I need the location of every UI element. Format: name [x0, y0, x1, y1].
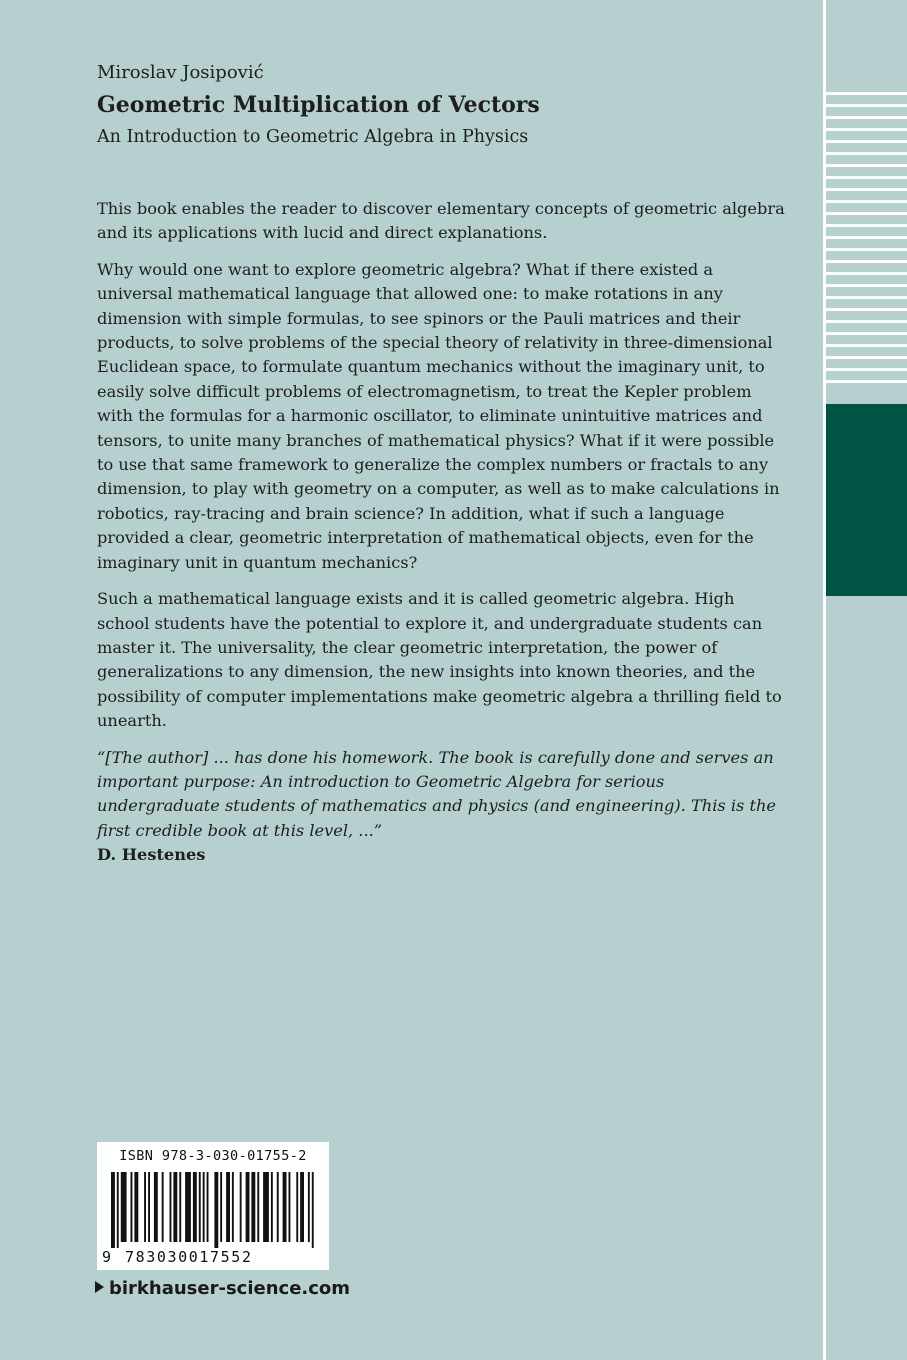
stripe — [826, 104, 907, 107]
stripe — [826, 284, 907, 287]
arrow-right-icon — [95, 1281, 104, 1293]
barcode-bar — [277, 1172, 279, 1242]
barcode-bar — [207, 1172, 209, 1242]
barcode-bar — [148, 1172, 150, 1242]
blurb-paragraph-1: This book enables the reader to discover elementary concepts of geometric algebra and its applications with lucid and direct explanations. — [97, 199, 785, 243]
stripe — [826, 212, 907, 215]
barcode-bar — [179, 1172, 181, 1242]
barcode-bar — [271, 1172, 273, 1242]
barcode-bar — [312, 1172, 314, 1248]
stripe — [826, 176, 907, 179]
website-text: birkhauser-science.com — [109, 1278, 351, 1299]
stripe — [826, 152, 907, 155]
isbn-text: ISBN 978-3-030-01755-2 — [119, 1148, 307, 1164]
barcode-bar — [308, 1172, 310, 1242]
stripe — [826, 236, 907, 239]
blurb — [97, 197, 787, 880]
barcode-bar — [283, 1172, 287, 1242]
ean-first-digit: 9 — [102, 1248, 112, 1266]
book-subtitle: An Introduction to Geometric Algebra in Physics — [97, 127, 529, 147]
stripe — [826, 308, 907, 311]
barcode-bar — [199, 1172, 201, 1242]
review-quote: “[The author] ... has done his homework. The book is carefully done and serves an important purpose: An introduction to Geometric Algebra for serious undergraduate students of mathematics and physics (and engineering). This is the first credible book at this level, ...” — [97, 747, 776, 840]
barcode-bar — [121, 1172, 127, 1242]
barcode-bar — [170, 1172, 172, 1242]
barcode-bar — [214, 1172, 218, 1248]
publisher-website[interactable] — [95, 1278, 350, 1299]
barcode-bar — [257, 1172, 259, 1242]
stripe — [826, 344, 907, 347]
stripe — [826, 116, 907, 119]
stripe — [826, 164, 907, 167]
barcode-bar — [226, 1172, 230, 1242]
stripe — [826, 332, 907, 335]
barcode-bars — [111, 1172, 315, 1248]
stripe — [826, 128, 907, 131]
barcode-bar — [117, 1172, 119, 1248]
ean-remaining-digits: 783030017552 — [125, 1248, 253, 1266]
stripe — [826, 200, 907, 203]
stripe — [826, 140, 907, 143]
green-band — [826, 404, 907, 596]
barcode-bar — [162, 1172, 164, 1242]
stripe — [826, 368, 907, 371]
quote-author: D. Hestenes — [97, 845, 206, 865]
barcode-bar — [131, 1172, 133, 1242]
barcode-bar — [173, 1172, 177, 1242]
author-name: Miroslav Josipović — [97, 62, 264, 83]
stripe — [826, 92, 907, 95]
side-decoration — [823, 0, 907, 1360]
book-title: Geometric Multiplication of Vectors — [97, 92, 540, 118]
stripe — [826, 188, 907, 191]
barcode-bar — [240, 1172, 242, 1242]
barcode-bar — [232, 1172, 234, 1242]
side-stripes — [826, 92, 907, 392]
stripe — [826, 248, 907, 251]
blurb-paragraph-3: Such a mathematical language exists and it is called geometric algebra. High school students have the potential to explore it, and undergraduate students can master it. The universality, the clear geometric interpretation, the power of generalizations to any dimension, the new insights into known theories, and the possibility of computer implementations make geometric algebra a thrilling field to unearth. — [97, 589, 782, 731]
barcode-bar — [220, 1172, 222, 1242]
stripe — [826, 272, 907, 275]
stripe — [826, 380, 907, 383]
barcode-bar — [185, 1172, 191, 1242]
barcode-bar — [263, 1172, 269, 1242]
stripe — [826, 260, 907, 263]
stripe — [826, 356, 907, 359]
barcode-bar — [134, 1172, 138, 1242]
barcode-bar — [203, 1172, 205, 1242]
barcode-bar — [251, 1172, 255, 1242]
barcode-bar — [111, 1172, 115, 1248]
blurb-paragraph-2: Why would one want to explore geometric algebra? What if there existed a universal mathematical language that allowed one: to make rotations in any dimension with simple formulas, to see spinors or the Pauli matrices and their products, to solve problems of the special theory of relativity in three-dimensional Euclidean space, to formulate quantum mechanics without the imaginary unit, to easily solve difficult problems of electromagnetism, to treat the Kepler problem with the formulas for a harmonic oscillator, to eliminate unintuitive matrices and tensors, to unite many branches of mathematical physics? What if it were possible to use that same framework to generalize the complex numbers or fractals to any dimension, to play with geometry on a computer, as well as to make calculations in robotics, ray-tracing and brain science? In addition, what if such a language provided a clear, geometric interpretation of mathematical objects, even for the imaginary unit in quantum mechanics? — [97, 259, 780, 572]
barcode-bar — [154, 1172, 158, 1242]
barcode-bar — [300, 1172, 304, 1242]
barcode-box — [97, 1142, 329, 1270]
barcode-bar — [246, 1172, 250, 1242]
barcode-bar — [144, 1172, 146, 1242]
stripe — [826, 224, 907, 227]
stripe — [826, 296, 907, 299]
barcode-bar — [289, 1172, 291, 1242]
stripe — [826, 320, 907, 323]
barcode-bar — [193, 1172, 197, 1242]
barcode-bar — [296, 1172, 298, 1242]
